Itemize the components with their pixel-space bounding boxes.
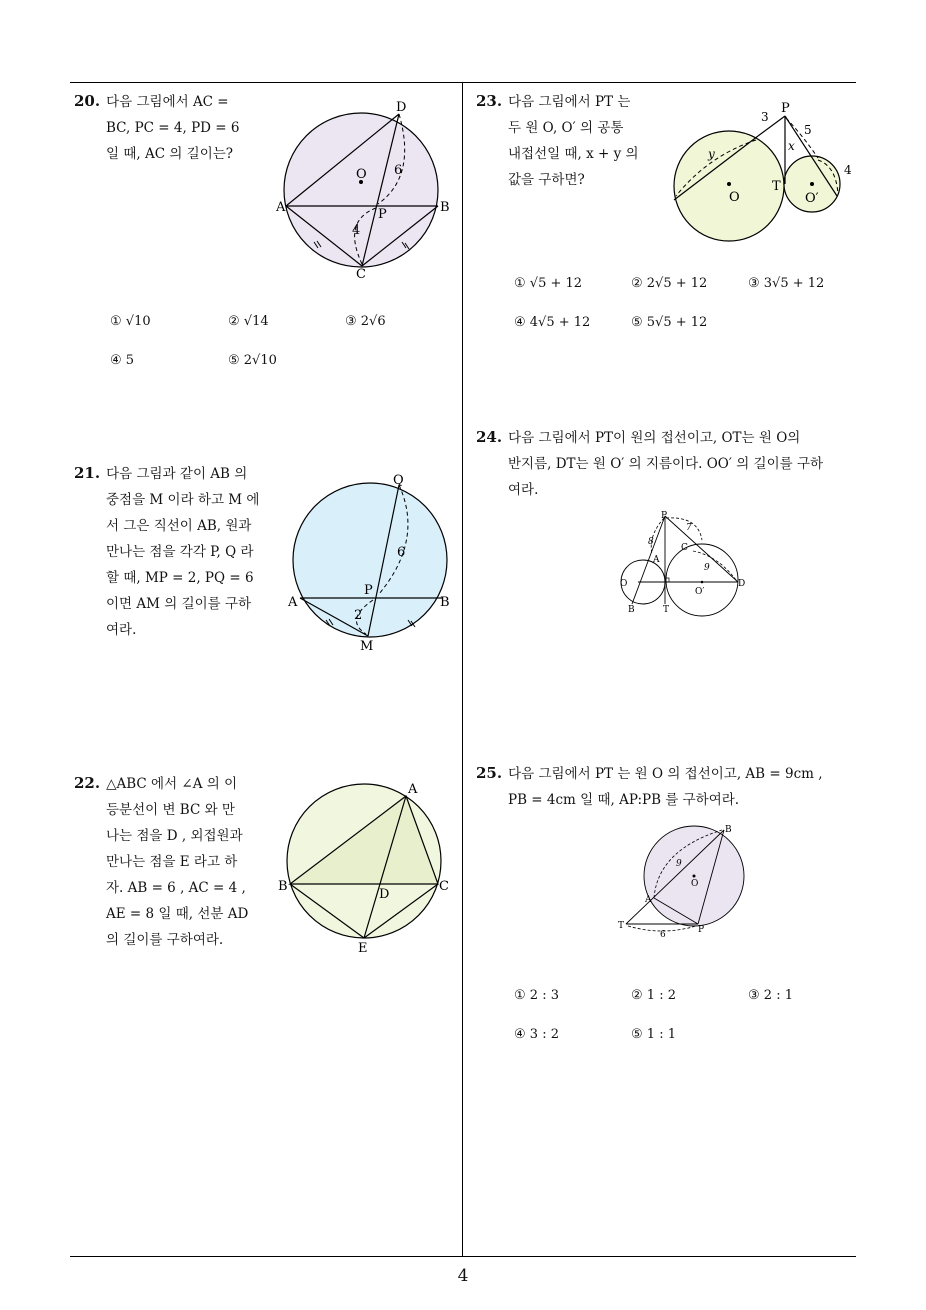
problem-number: 25.	[476, 764, 503, 782]
problem-text-line: 내접선일 때, x + y 의	[508, 146, 639, 162]
label-P: P	[364, 583, 373, 598]
problem-text-line: 다음 그림에서 PT 는	[508, 94, 631, 110]
label-M: M	[360, 639, 374, 654]
label-P: P	[378, 207, 387, 222]
label-x: x	[788, 139, 795, 153]
p23-figure	[668, 96, 858, 246]
problem-22	[74, 770, 248, 953]
label-7: 7	[686, 523, 692, 533]
choice-5[interactable]: ⑤ 2√10	[228, 353, 277, 368]
label-P: P	[698, 925, 705, 935]
problem-text-line: 값을 구하면?	[508, 172, 585, 188]
choice-4[interactable]: ④ 5	[110, 353, 135, 368]
label-A: A	[276, 200, 286, 215]
problem-text-line: BC, PC = 4, PD = 6	[106, 120, 240, 136]
choice-2[interactable]: ② 1 : 2	[631, 988, 676, 1003]
problem-text-line: 다음 그림에서 AC =	[106, 94, 229, 110]
problem-text-line: 나는 점을 D , 외접원과	[106, 828, 243, 844]
label-4: 4	[352, 223, 361, 238]
label-B: B	[628, 605, 635, 615]
problem-text-line: △ABC 에서 ∠A 의 이	[106, 776, 238, 792]
problem-text-line: 할 때, MP = 2, PQ = 6	[106, 570, 254, 586]
label-P: P	[781, 101, 790, 116]
problem-number: 24.	[476, 428, 503, 446]
label-A: A	[645, 895, 652, 905]
problem-text-line: 일 때, AC 의 길이는?	[106, 146, 234, 162]
problem-text-line: 만나는 점을 각각 P, Q 라	[106, 544, 254, 560]
choice-5[interactable]: ⑤ 5√5 + 12	[631, 315, 708, 330]
problem-25	[476, 760, 823, 813]
label-C: C	[681, 543, 688, 553]
label-9: 9	[704, 563, 710, 573]
label-O: O	[356, 167, 367, 182]
problem-20	[74, 88, 239, 167]
problem-text-line: 만나는 점을 E 라고 하	[106, 854, 238, 870]
p24-figure	[618, 506, 753, 622]
problem-text-line: 중점을 M 이라 하고 M 에	[106, 492, 260, 508]
label-6: 6	[394, 163, 403, 178]
problem-text-line: 여라.	[508, 482, 539, 498]
choice-5[interactable]: ⑤ 1 : 1	[631, 1027, 676, 1042]
choice-2[interactable]: ② √14	[228, 314, 269, 329]
label-8: 8	[648, 537, 654, 547]
label-6: 6	[397, 545, 406, 560]
label-A: A	[288, 595, 298, 610]
label-T: T	[663, 605, 670, 615]
label-O: O	[620, 579, 628, 589]
circle	[284, 113, 438, 267]
label-y: y	[708, 147, 715, 161]
label-T: T	[772, 179, 781, 194]
p20-figure	[272, 96, 452, 281]
problem-text-line: 의 길이를 구하여라.	[106, 932, 224, 948]
label-3: 3	[761, 110, 769, 124]
circle	[293, 483, 447, 637]
p22-figure	[276, 776, 456, 958]
label-4: 4	[844, 163, 852, 177]
page-number: 4	[457, 1266, 469, 1286]
choice-4[interactable]: ④ 4√5 + 12	[514, 315, 591, 330]
label-Q: Q	[393, 473, 404, 488]
problem-text-line: PB = 4cm 일 때, AP:PB 를 구하여라.	[508, 792, 740, 808]
label-5: 5	[804, 123, 812, 137]
problem-text-line: 다음 그림에서 PT 는 원 O 의 접선이고, AB = 9cm ,	[508, 766, 823, 782]
label-2: 2	[354, 608, 363, 623]
choice-4[interactable]: ④ 3 : 2	[514, 1027, 559, 1042]
label-9: 9	[676, 859, 682, 869]
problem-text-line: 서 그은 직선이 AB, 원과	[106, 518, 252, 534]
label-6: 6	[660, 930, 666, 940]
label-B: B	[725, 825, 732, 835]
label-O2: O′	[805, 191, 819, 206]
choice-1[interactable]: ① √10	[110, 314, 151, 329]
problem-text-line: 이면 AM 의 길이를 구하	[106, 596, 252, 612]
label-D: D	[396, 100, 407, 115]
label-P: P	[661, 511, 668, 521]
label-C: C	[439, 879, 449, 894]
problem-number: 21.	[74, 464, 101, 482]
label-O2: O′	[695, 587, 705, 597]
label-A: A	[408, 782, 418, 797]
problem-text-line: 두 원 O, O′ 의 공통	[508, 120, 624, 136]
problem-number: 23.	[476, 92, 503, 110]
problem-number: 20.	[74, 92, 101, 110]
problem-text-line: 반지름, DT는 원 O′ 의 지름이다. OO′ 의 길이를 구하	[508, 456, 824, 472]
p21-figure	[284, 470, 459, 655]
choice-2[interactable]: ② 2√5 + 12	[631, 276, 708, 291]
label-D: D	[738, 579, 746, 589]
label-T: T	[618, 921, 625, 931]
label-B: B	[278, 879, 288, 894]
choice-3[interactable]: ③ 2 : 1	[748, 988, 793, 1003]
problem-text-line: AE = 8 일 때, 선분 AD	[106, 906, 249, 922]
problem-21	[74, 460, 259, 643]
choice-1[interactable]: ① 2 : 3	[514, 988, 559, 1003]
p25-figure	[618, 820, 753, 940]
problem-number: 22.	[74, 774, 101, 792]
choice-3[interactable]: ③ 2√6	[345, 314, 386, 329]
problem-23	[476, 88, 639, 193]
label-E: E	[358, 941, 368, 956]
label-B: B	[440, 595, 450, 610]
bottom-rule	[70, 1256, 856, 1257]
problem-text-line: 다음 그림과 같이 AB 의	[106, 466, 248, 482]
problem-24	[476, 424, 823, 503]
choice-1[interactable]: ① √5 + 12	[514, 276, 583, 291]
label-C: C	[356, 267, 366, 281]
label-B: B	[440, 200, 450, 215]
top-rule	[70, 82, 856, 83]
label-A: A	[653, 555, 660, 565]
choice-3[interactable]: ③ 3√5 + 12	[748, 276, 825, 291]
circle-O2	[666, 544, 738, 616]
column-divider	[462, 82, 463, 1256]
problem-text-line: 자. AB = 6 , AC = 4 ,	[106, 880, 246, 896]
problem-text-line: 여라.	[106, 622, 137, 638]
label-D: D	[379, 887, 390, 902]
label-O: O	[691, 879, 699, 889]
problem-text-line: 등분선이 변 BC 와 만	[106, 802, 235, 818]
problem-text-line: 다음 그림에서 PT이 원의 접선이고, OT는 원 O의	[508, 430, 801, 446]
label-O: O	[729, 190, 740, 205]
